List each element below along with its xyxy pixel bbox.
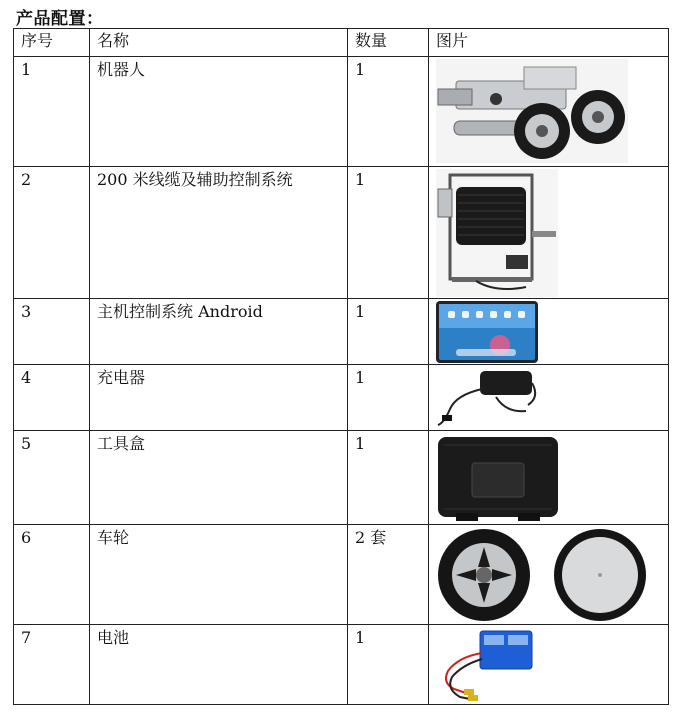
battery-pack-photo: [436, 627, 536, 703]
table-row: [14, 57, 669, 167]
header-index: 序号: [14, 29, 90, 57]
header-name: 名称: [90, 29, 348, 57]
row-quantity: 1: [348, 365, 429, 431]
table-row: [14, 525, 669, 625]
row-name: 主机控制系统 Android: [90, 299, 348, 365]
row-index: 3: [14, 299, 90, 365]
row-index: 2: [14, 167, 90, 299]
cable-reel-photo: [436, 169, 558, 297]
crawler-robot-photo: [436, 59, 628, 163]
wheels-photo: [436, 527, 648, 623]
android-tablet-photo: [436, 301, 538, 363]
tool-case-photo: [436, 433, 560, 523]
row-quantity: 1: [348, 167, 429, 299]
table-header-row: [14, 29, 669, 57]
row-quantity: 1: [348, 625, 429, 705]
row-index: 6: [14, 525, 90, 625]
header-image: 图片: [429, 29, 669, 57]
row-quantity: 2 套: [348, 525, 429, 625]
header-quantity: 数量: [348, 29, 429, 57]
row-name: 机器人: [90, 57, 348, 167]
row-index: 4: [14, 365, 90, 431]
page-heading: 产品配置：: [16, 9, 104, 29]
table-row: [14, 167, 669, 299]
row-name: 车轮: [90, 525, 348, 625]
row-quantity: 1: [348, 57, 429, 167]
charger-photo: [436, 367, 542, 429]
product-config-table: [13, 28, 669, 705]
row-index: 1: [14, 57, 90, 167]
table-row: [14, 431, 669, 525]
row-index: 5: [14, 431, 90, 525]
table-row: [14, 365, 669, 431]
row-name: 充电器: [90, 365, 348, 431]
row-name: 电池: [90, 625, 348, 705]
row-index: 7: [14, 625, 90, 705]
row-name: 200 米线缆及辅助控制系统: [90, 167, 348, 299]
row-name: 工具盒: [90, 431, 348, 525]
row-quantity: 1: [348, 299, 429, 365]
table-row: [14, 625, 669, 705]
table-row: [14, 299, 669, 365]
row-quantity: 1: [348, 431, 429, 525]
